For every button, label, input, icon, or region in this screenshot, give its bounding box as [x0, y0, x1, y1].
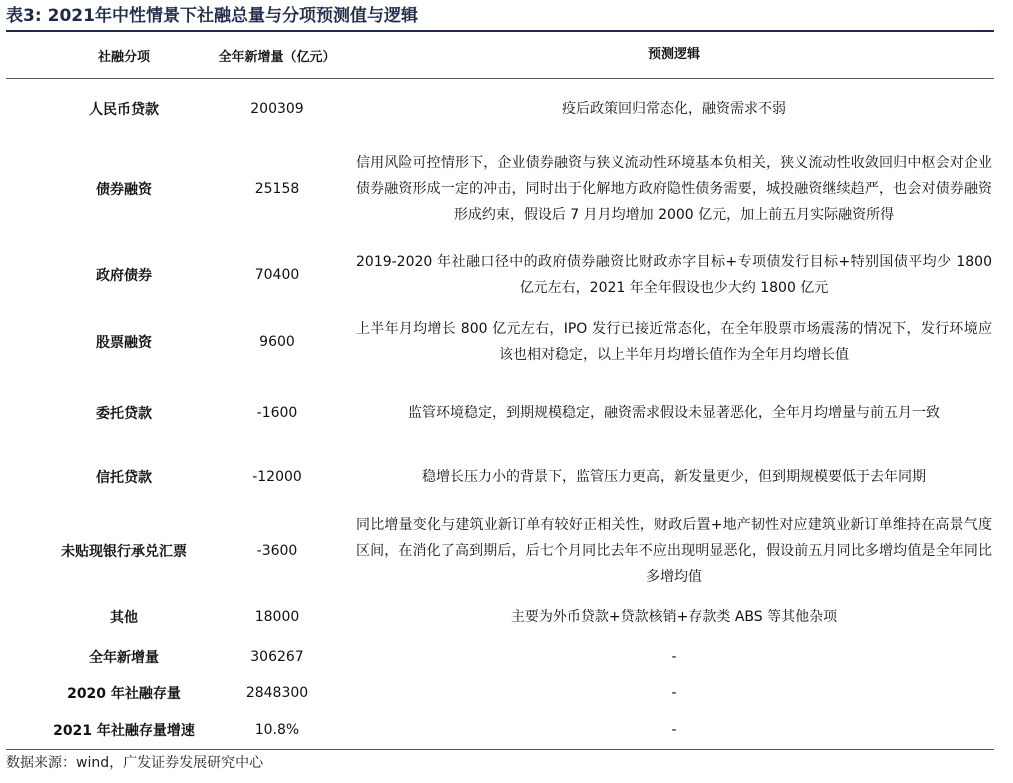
row-logic: -	[671, 685, 677, 701]
row-item: 未贴现银行承兑汇票	[61, 544, 187, 560]
table-header	[6, 34, 994, 76]
header-rule	[6, 78, 994, 79]
table-row	[6, 90, 994, 128]
table-row	[6, 716, 994, 744]
row-logic: 疫后政策回归常态化，融资需求不弱	[562, 101, 786, 117]
table-row	[6, 643, 994, 671]
row-value: 306267	[250, 649, 304, 665]
row-item: 人民币贷款	[89, 102, 159, 118]
table-number: 表3:	[6, 6, 42, 26]
table-row	[6, 246, 994, 304]
row-item: 债券融资	[96, 182, 152, 198]
table-row	[6, 603, 994, 631]
table-row	[6, 460, 994, 494]
row-logic: -	[671, 722, 677, 738]
row-value: 200309	[250, 101, 304, 117]
top-rule	[6, 30, 994, 32]
row-value: 25158	[254, 181, 300, 197]
table-title	[6, 4, 418, 28]
row-logic: -	[671, 649, 677, 665]
row-value: 9600	[259, 334, 295, 350]
table-title-text: 2021年中性情景下社融总量与分项预测值与逻辑	[47, 6, 418, 26]
row-value: 10.8%	[254, 722, 300, 738]
table-row	[6, 144, 994, 234]
row-item: 委托贷款	[96, 406, 152, 422]
header-value: 全年新增量（亿元）	[218, 49, 336, 65]
row-item: 其他	[110, 610, 138, 626]
row-item: 2020 年社融存量	[67, 686, 181, 702]
header-logic: 预测逻辑	[647, 47, 700, 62]
row-value: -3600	[256, 543, 298, 559]
row-item: 全年新增量	[89, 650, 159, 666]
row-logic: 同比增量变化与建筑业新订单有较好正相关性，财政后置+地产韧性对应建筑业新订单维持在高景气度区间，在消化了高到期后，后七个月同比去年不应出现明显恶化，假设前五月同比多增均值是全年同比多增均值	[356, 517, 992, 585]
table-row	[6, 396, 994, 430]
data-source-note: 数据来源：wind，广发证券发展研究中心	[6, 755, 264, 771]
table-row	[6, 506, 994, 596]
table-row	[6, 313, 994, 371]
row-logic: 稳增长压力小的背景下，监管压力更高，新发量更少，但到期规模要低于去年同期	[422, 469, 926, 485]
row-value: -12000	[252, 469, 302, 485]
table-row	[6, 679, 994, 707]
row-value: 70400	[254, 267, 300, 283]
row-item: 2021 年社融存量增速	[53, 723, 195, 739]
row-item: 信托贷款	[96, 470, 152, 486]
header-item: 社融分项	[97, 49, 150, 65]
bottom-rule	[6, 749, 994, 750]
row-logic: 2019-2020 年社融口径中的政府债券融资比财政赤字目标+专项债发行目标+特别国债平均少 1800 亿元左右，2021 年全年假设也少大约 1800 亿元	[356, 254, 992, 296]
row-logic: 主要为外币贷款+贷款核销+存款类 ABS 等其他杂项	[510, 609, 838, 625]
row-logic: 信用风险可控情形下，企业债券融资与狭义流动性环境基本负相关，狭义流动性收敛回归中枢会对企业债券融资形成一定的冲击，同时出于化解地方政府隐性债务需要，城投融资继续趋严，也会对债券融资形成约束，假设后 7 月月均增加 2000 亿元，加上前五月实际融资所得	[356, 155, 992, 223]
row-logic: 上半年月均增长 800 亿元左右，IPO 发行已接近常态化，在全年股票市场震荡的情况下，发行环境应该也相对稳定，以上半年月均增长值作为全年月均增长值	[356, 321, 992, 363]
row-value: 2848300	[245, 685, 309, 701]
row-value: -1600	[256, 405, 298, 421]
row-value: 18000	[254, 609, 300, 625]
row-item: 股票融资	[96, 335, 152, 351]
row-logic: 监管环境稳定，到期规模稳定，融资需求假设未显著恶化，全年月均增量与前五月一致	[408, 405, 940, 421]
row-item: 政府债券	[96, 268, 152, 284]
